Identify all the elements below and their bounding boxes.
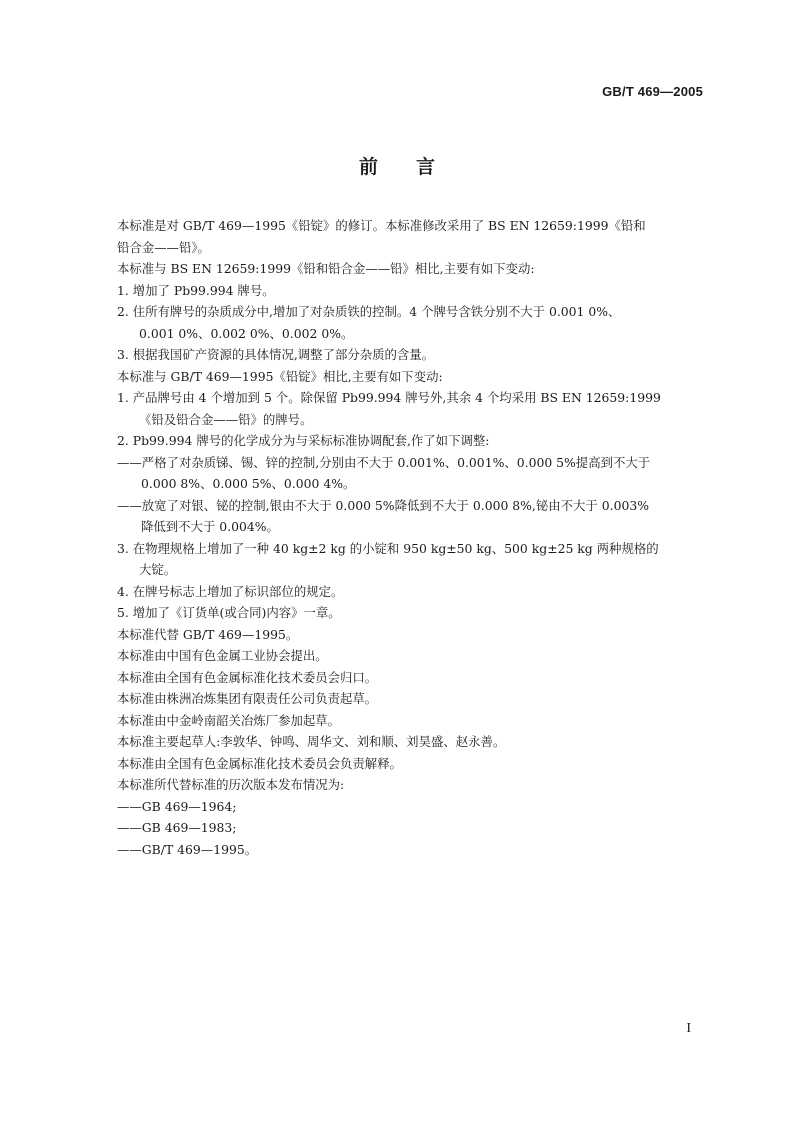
text-line: 本标准由中国有色金属工业协会提出。 [117, 648, 328, 663]
text-line: 本标准由株洲冶炼集团有限责任公司负责起草。 [117, 691, 378, 706]
text-line: 《铅及铅合金——铅》的牌号。 [139, 411, 313, 427]
text-line: ——GB 469—1983; [117, 820, 237, 835]
text-line: ——GB 469—1964; [117, 798, 237, 814]
page-number: I [686, 1021, 691, 1036]
text-line: 3. 在物理规格上增加了一种 40 kg±2 kg 的小锭和 950 kg±50 kg、500 kg±25 kg 两种规格的 [117, 540, 659, 556]
text-line: 1. 增加了 Pb99.994 牌号。 [117, 282, 275, 298]
text-line: 本标准主要起草人:李敦华、钟鸣、周华文、刘和顺、刘昊盛、赵永善。 [117, 734, 506, 749]
text-line: 3. 根据我国矿产资源的具体情况,调整了部分杂质的含量。 [117, 347, 435, 362]
text-line: 铅合金——铅》。 [117, 239, 210, 255]
page-title: 前言 [358, 156, 473, 178]
text-line: 本标准是对 GB/T 469—1995《铅锭》的修订。本标准修改采用了 BS EN 12659:1999《铅和 [117, 218, 646, 233]
text-line: 2. Pb99.994 牌号的化学成分为与采标标准协调配套,作了如下调整: [117, 433, 490, 448]
standard-code-header: GB/T 469—2005 [602, 84, 703, 99]
text-line: 4. 在牌号标志上增加了标识部位的规定。 [117, 583, 344, 599]
text-line: 0.001 0%、0.002 0%、0.002 0%。 [139, 325, 354, 341]
text-line: 2. 住所有牌号的杂质成分中,增加了对杂质铁的控制。4 个牌号含铁分别不大于 0.001 0%、 [117, 304, 621, 319]
text-line: ——严格了对杂质锑、锡、锌的控制,分别由不大于 0.001%、0.001%、0.000 5%提高到不大于 [117, 454, 651, 470]
text-line: 本标准代替 GB/T 469—1995。 [117, 626, 299, 642]
text-line: 0.000 8%、0.000 5%、0.000 4%。 [141, 476, 356, 491]
text-line: ——放宽了对银、铋的控制,银由不大于 0.000 5%降低到不大于 0.000 8%,铋由不大于 0.003% [117, 497, 650, 513]
text-line: 本标准所代替标准的历次版本发布情况为: [117, 777, 345, 792]
foreword-body [117, 215, 705, 860]
text-line: 本标准由全国有色金属标准化技术委员会归口。 [117, 669, 378, 685]
text-line: 1. 产品牌号由 4 个增加到 5 个。除保留 Pb99.994 牌号外,其余 4 个均采用 BS EN 12659:1999 [117, 390, 661, 405]
text-line: 本标准与 BS EN 12659:1999《铅和铅合金——铅》相比,主要有如下变动: [117, 261, 535, 276]
text-line: 大锭。 [139, 562, 177, 577]
text-line: 5. 增加了《订货单(或合同)内容》一章。 [117, 605, 341, 620]
text-line: 本标准由中金岭南韶关冶炼厂参加起草。 [117, 712, 341, 728]
text-line: ——GB/T 469—1995。 [117, 841, 258, 857]
text-line: 本标准与 GB/T 469—1995《铅锭》相比,主要有如下变动: [117, 368, 443, 384]
text-line: 降低到不大于 0.004%。 [141, 519, 279, 534]
text-line: 本标准由全国有色金属标准化技术委员会负责解释。 [117, 755, 402, 771]
